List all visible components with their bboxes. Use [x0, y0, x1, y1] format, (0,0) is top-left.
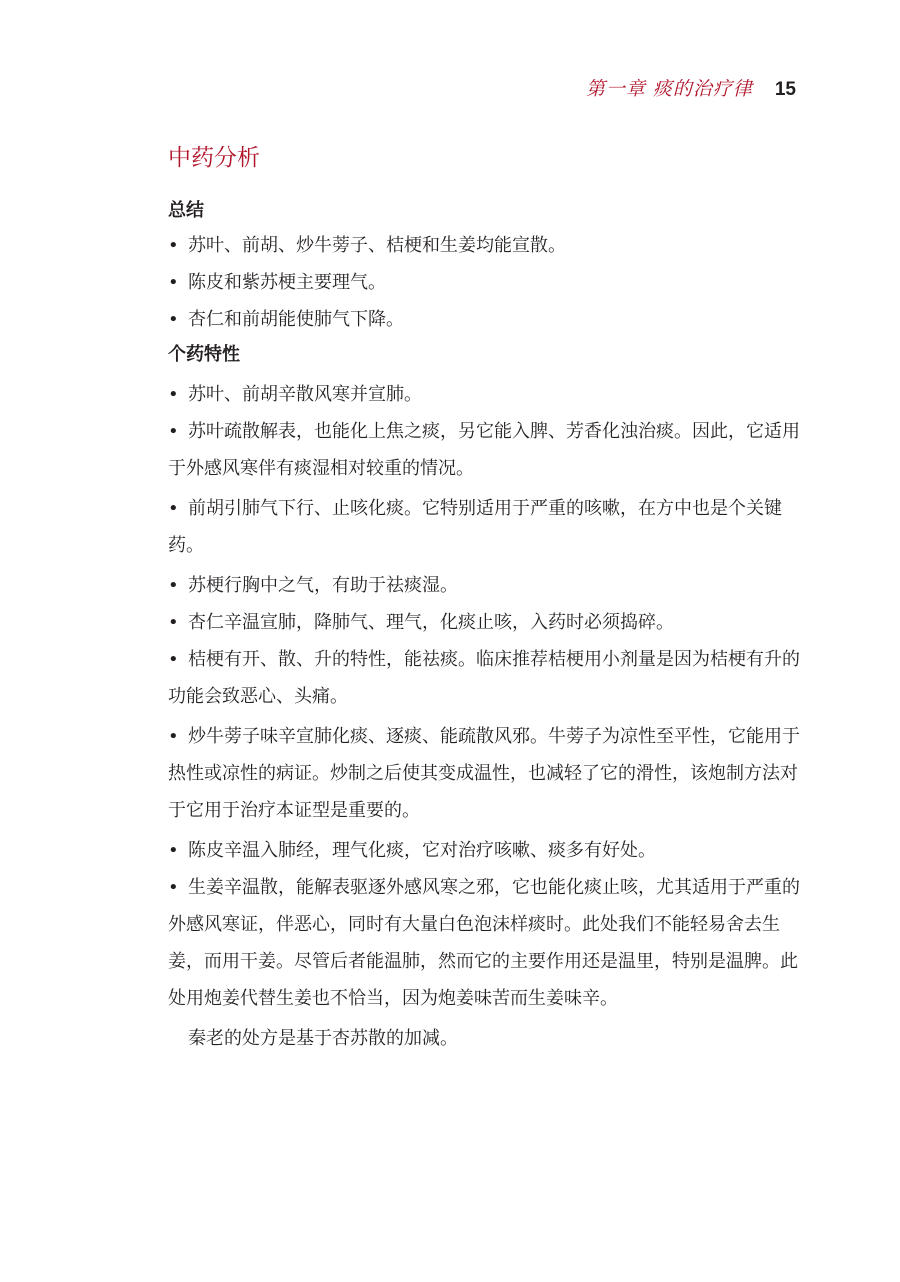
list-item — [168, 490, 800, 564]
list-item — [168, 232, 800, 260]
bullet-icon: • — [168, 309, 179, 330]
list-item-text: 杏仁和前胡能使肺气下降。 — [188, 309, 404, 330]
list-item-text: 桔梗有开、散、升的特性，能祛痰。临床推荐桔梗用小剂量是因为桔梗有升的功能会致恶心、头痛。 — [168, 649, 800, 707]
list-item-text: 苏梗行胸中之气，有助于祛痰湿。 — [188, 575, 458, 596]
summary-heading: 总结 — [168, 200, 204, 221]
bullet-icon: • — [168, 840, 179, 861]
list-item — [168, 567, 800, 604]
list-item-text: 炒牛蒡子味辛宣肺化痰、逐痰、能疏散风邪。牛蒡子为凉性至平性，它能用于热性或凉性的病证。炒制之后使其变成温性，也减轻了它的滑性，该炮制方法对于它用于治疗本证型是重要的。 — [168, 726, 800, 821]
list-item-text: 陈皮辛温入肺经，理气化痰，它对治疗咳嗽、痰多有好处。 — [188, 840, 656, 861]
list-item — [168, 641, 800, 715]
list-item — [168, 832, 800, 869]
list-item-text: 苏叶、前胡、炒牛蒡子、桔梗和生姜均能宣散。 — [188, 235, 566, 256]
list-item — [168, 604, 800, 641]
bullet-icon: • — [168, 575, 179, 596]
bullet-icon: • — [168, 235, 179, 256]
list-item — [168, 869, 800, 1017]
list-item — [168, 718, 800, 829]
list-item — [168, 306, 800, 334]
properties-list — [168, 376, 800, 1017]
closing-paragraph — [168, 1020, 800, 1057]
bullet-icon: • — [168, 877, 179, 898]
list-item-text: 陈皮和紫苏梗主要理气。 — [188, 272, 386, 293]
closing-text: 秦老的处方是基于杏苏散的加减。 — [188, 1028, 458, 1049]
list-item — [168, 413, 800, 487]
chapter-title: 第一章 痰的治疗律 — [585, 78, 753, 100]
bullet-icon: • — [168, 384, 179, 405]
list-item-text: 苏叶疏散解表，也能化上焦之痰，另它能入脾、芳香化浊治痰。因此，它适用于外感风寒伴有痰湿相对较重的情况。 — [168, 421, 800, 479]
list-item-text: 杏仁辛温宣肺，降肺气、理气，化痰止咳，入药时必须捣碎。 — [188, 612, 674, 633]
section-title: 中药分析 — [168, 145, 260, 171]
bullet-icon: • — [168, 726, 179, 747]
bullet-icon: • — [168, 421, 179, 442]
list-item — [168, 376, 800, 413]
bullet-icon: • — [168, 612, 179, 633]
bullet-icon: • — [168, 649, 179, 670]
list-item-text: 苏叶、前胡辛散风寒并宣肺。 — [188, 384, 422, 405]
properties-heading: 个药特性 — [168, 344, 240, 365]
bullet-icon: • — [168, 498, 179, 519]
list-item-text: 前胡引肺气下行、止咳化痰。它特别适用于严重的咳嗽，在方中也是个关键药。 — [168, 498, 782, 556]
bullet-icon: • — [168, 272, 179, 293]
list-item-text: 生姜辛温散，能解表驱逐外感风寒之邪，它也能化痰止咳，尤其适用于严重的外感风寒证，伴恶心，同时有大量白色泡沫样痰时。此处我们不能轻易舍去生姜，而用干姜。尽管后者能温肺，然而它的主要作用还是温里，特别是温脾。此处用炮姜代替生姜也不恰当，因为炮姜味苦而生姜味辛。 — [168, 877, 800, 1009]
list-item — [168, 269, 800, 297]
page-number: 15 — [774, 79, 796, 100]
running-header — [586, 74, 796, 101]
summary-list — [168, 232, 800, 334]
page-body — [168, 143, 800, 1057]
